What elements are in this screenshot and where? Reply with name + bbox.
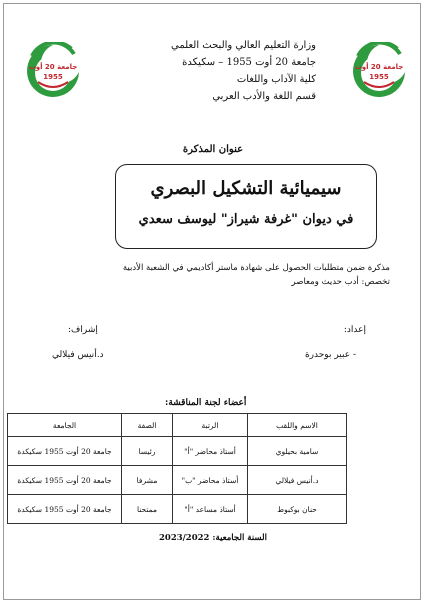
member-university: جامعة 20 أوت 1955 سكيكدة [8,466,122,495]
institution-header [171,37,316,105]
member-rank: أستاذ مساعد "أ" [173,495,248,524]
committee-table [7,413,347,524]
member-role: ممتحنا [122,495,173,524]
member-rank: أستاذ محاضر "ب" [173,466,248,495]
table-header-row [8,414,347,437]
supervisor-name: د.أنيس فيلالي [52,350,104,360]
table-row [8,495,347,524]
committee-label: أعضاء لجنة المناقشة: [165,398,247,408]
academic-year: السنة الجامعية: 2023/2022 [159,533,267,543]
supervision-label: إشراف: [68,325,98,335]
member-role: مشرفا [122,466,173,495]
svg-text:جامعة 20 أوت: جامعة 20 أوت [354,63,404,71]
memo-title-label: عنوان المذكرة [182,144,244,155]
memo-title: سيميائية التشكيل البصري [150,178,342,199]
column-header: الاسم واللقب [248,414,347,437]
svg-text:1955: 1955 [369,73,389,81]
student-name: - عبير بوحدرة [304,350,356,360]
memo-description-line-1: مذكرة ضمن متطلبات الحصول على شهادة ماستر أكاديمي في الشعبة الأدبية [122,263,390,273]
column-header: الجامعة [8,414,122,437]
university-logo-icon [348,42,410,100]
svg-text:1955: 1955 [43,73,63,81]
faculty-name: كلية الآداب واللغات [236,74,316,85]
university-name: جامعة 20 أوت 1955 – سكيكدة [182,57,316,68]
ministry-name: وزارة التعليم العالي والبحث العلمي [171,40,316,51]
preparation-label: إعداد: [343,325,366,335]
member-name: حنان بوكبوط [248,495,347,524]
member-university: جامعة 20 أوت 1955 سكيكدة [8,437,122,466]
memo-description [123,261,390,289]
member-rank: أستاذ محاضر "أ" [173,437,248,466]
table-row [8,437,347,466]
svg-text:جامعة 20 أوت: جامعة 20 أوت [28,63,78,71]
member-role: رئيسا [122,437,173,466]
member-university: جامعة 20 أوت 1955 سكيكدة [8,495,122,524]
column-header: الصفة [122,414,173,437]
memo-description-line-2: تخصص: أدب حديث ومعاصر [291,277,390,287]
member-name: سامية بحيلوي [248,437,347,466]
university-logo-icon [22,42,84,100]
table-row [8,466,347,495]
column-header: الرتبة [173,414,248,437]
member-name: د.أنيس فيلالي [248,466,347,495]
department-name: قسم اللغة والأدب العربي [212,91,316,102]
title-box [115,164,377,249]
memo-subtitle: في ديوان "غرفة شيراز" ليوسف سعدي [138,212,354,227]
